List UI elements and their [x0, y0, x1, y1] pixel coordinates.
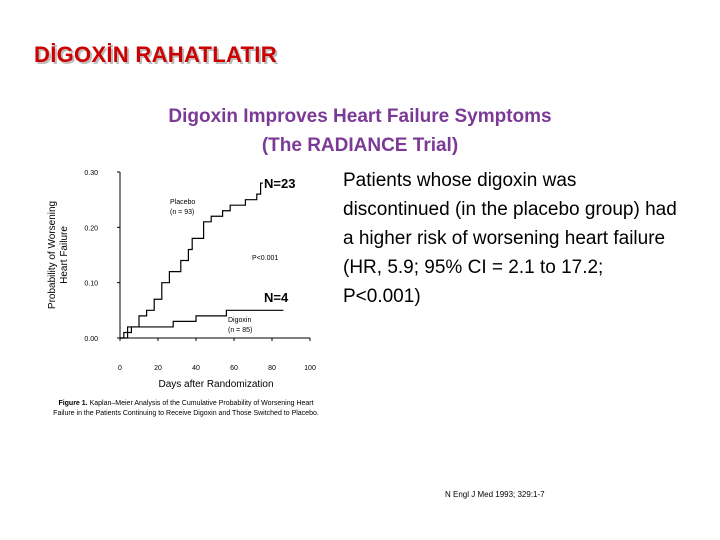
slide-title: DİGOXİN RAHATLATIR — [34, 42, 277, 67]
x-tick-label: 80 — [268, 365, 276, 372]
citation: N Engl J Med 1993; 329:1-7 — [445, 490, 545, 499]
placebo-legend-n: (n = 93) — [170, 209, 195, 216]
y-tick-label: 0.10 — [84, 280, 98, 288]
subtitle-line-1: Digoxin Improves Heart Failure Symptoms — [168, 106, 552, 127]
figure-caption — [50, 399, 322, 419]
kaplan-meier-chart — [40, 160, 330, 400]
digoxin-legend-n: (n = 85) — [228, 327, 253, 334]
y-tick-label: 0.20 — [84, 225, 98, 233]
x-tick-label: 0 — [118, 365, 122, 372]
x-tick-label: 100 — [304, 365, 316, 372]
placebo-legend-label: Placebo — [170, 199, 196, 206]
y-tick-label: 0.00 — [84, 336, 98, 343]
y-axis-label-line-2: Heart Failure — [59, 226, 70, 284]
p-value-annotation: P<0.001 — [252, 255, 279, 262]
digoxin-legend-label: Digoxin — [228, 317, 252, 324]
y-axis-label-line-1: Probability of Worsening — [47, 200, 58, 310]
chart-axes — [84, 170, 316, 372]
y-tick-label: 0.30 — [84, 170, 98, 177]
x-axis-label: Days after Randomization — [158, 379, 274, 390]
x-tick-label: 20 — [154, 365, 162, 372]
subtitle-line-2: (The RADIANCE Trial) — [261, 135, 459, 156]
figure-caption-text: Kaplan–Meier Analysis of the Cumulative Probability of Worsening Heart Failure in the Patients Continuing to Receive Digoxin and Those Switched to Placebo. — [53, 400, 319, 417]
placebo-n-label: N=23 — [264, 176, 296, 191]
digoxin-n-label: N=4 — [264, 290, 289, 305]
slide-subtitle — [60, 102, 660, 160]
series-line-digoxin — [120, 310, 283, 338]
description-text: Patients whose digoxin was discontinued (in the placebo group) had a higher risk of worsening heart failure (HR, 5.9; 95% CI = 2.1 to 17.2; P<0.001) — [343, 170, 677, 307]
x-tick-label: 60 — [230, 365, 238, 372]
x-tick-label: 40 — [192, 365, 200, 372]
figure-caption-lead: Figure 1. — [58, 400, 88, 407]
